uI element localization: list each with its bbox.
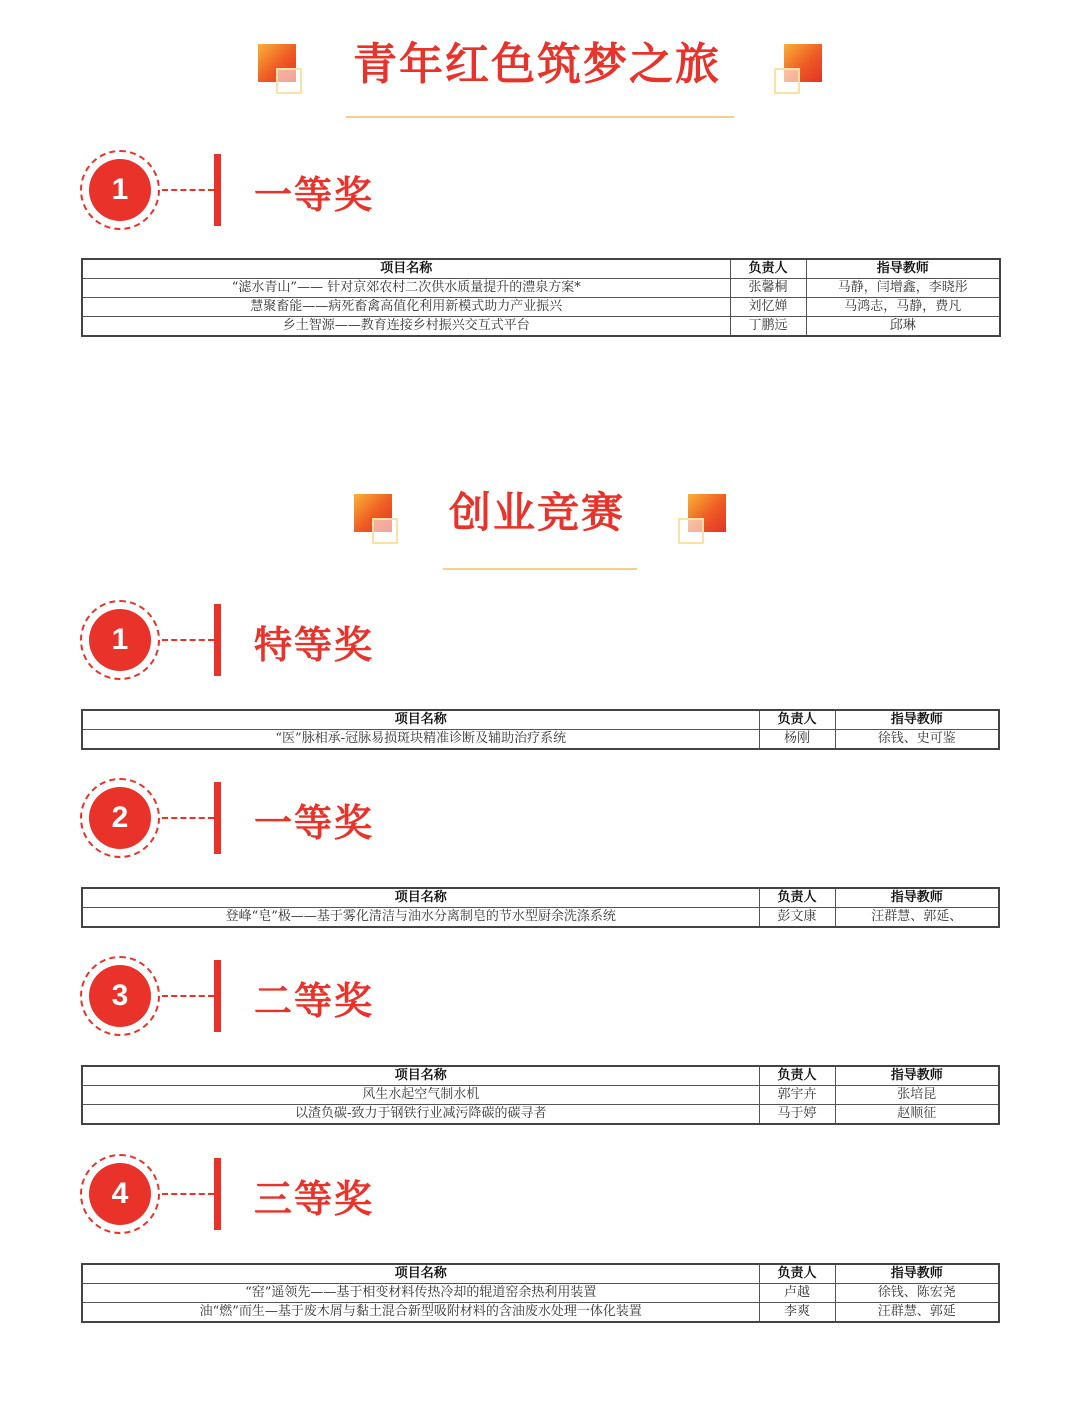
award-bar	[214, 782, 221, 854]
table-header-row	[82, 888, 999, 908]
title-decoration-right-2	[678, 494, 728, 546]
cell-advisor: 邱琳	[806, 317, 1000, 337]
table-row	[82, 317, 1000, 337]
cell-leader: 彭文康	[759, 908, 835, 928]
cell-leader: 丁鹏远	[730, 317, 806, 337]
cell-leader: 卢越	[759, 1284, 835, 1303]
cell-project-name: 油“燃”而生—基于废木屑与黏土混合新型吸附材料的含油废水处理一体化装置	[82, 1303, 759, 1323]
header-project-name: 项目名称	[82, 259, 730, 279]
table-row	[82, 279, 1000, 298]
award-table-s2-2	[81, 887, 1000, 928]
award-label: 三等奖	[254, 1177, 375, 1221]
award-number-badge: 4	[89, 1163, 151, 1225]
cell-leader: 郭宇卉	[759, 1086, 835, 1105]
award-header-s2-3	[80, 956, 480, 1040]
cell-leader: 马于婷	[759, 1105, 835, 1125]
award-number-badge: 1	[89, 609, 151, 671]
table-row	[82, 298, 1000, 317]
award-table-s1-1	[81, 258, 1001, 337]
cell-project-name: 慧聚畜能——病死畜禽高值化利用新模式助力产业振兴	[82, 298, 730, 317]
cell-project-name: 登峰“皂”极——基于雾化清洁与油水分离制皂的节水型厨余洗涤系统	[82, 908, 759, 928]
award-number-badge: 2	[89, 787, 151, 849]
award-number-badge: 3	[89, 965, 151, 1027]
header-advisor: 指导教师	[835, 710, 999, 730]
cell-project-name: “窑”遥领先——基于相变材料传热冷却的辊道窑余热利用装置	[82, 1284, 759, 1303]
cell-advisor: 徐钱、陈宏尧	[835, 1284, 999, 1303]
table-header-row	[82, 1264, 999, 1284]
award-table-s2-3	[81, 1065, 1000, 1125]
award-table-s2-1	[81, 709, 1000, 750]
award-connector	[162, 817, 214, 819]
cell-advisor: 张培昆	[835, 1086, 999, 1105]
award-connector	[162, 995, 214, 997]
section-title-1: 青年红色筑梦之旅	[353, 39, 721, 90]
section-title-2: 创业竞赛	[448, 488, 625, 537]
header-leader: 负责人	[759, 710, 835, 730]
award-table-s2-4	[81, 1263, 1000, 1323]
title-decoration-right-1	[774, 44, 824, 96]
header-project-name: 项目名称	[82, 710, 759, 730]
award-header-s1-1	[80, 150, 480, 234]
cell-leader: 李爽	[759, 1303, 835, 1323]
header-advisor: 指导教师	[806, 259, 1000, 279]
header-project-name: 项目名称	[82, 888, 759, 908]
header-leader: 负责人	[759, 888, 835, 908]
award-number-badge: 1	[89, 159, 151, 221]
award-header-s2-1	[80, 600, 480, 684]
award-bar	[214, 154, 221, 226]
cell-advisor: 汪群慧、郭延、	[835, 908, 999, 928]
cell-leader: 杨刚	[759, 730, 835, 750]
table-row	[82, 1086, 999, 1105]
award-header-s2-4	[80, 1154, 480, 1238]
cell-project-name: 风生水起空气制水机	[82, 1086, 759, 1105]
header-project-name: 项目名称	[82, 1066, 759, 1086]
award-label: 特等奖	[254, 623, 375, 667]
cell-leader: 刘忆婵	[730, 298, 806, 317]
cell-advisor: 马静，闫增鑫，李晓彤	[806, 279, 1000, 298]
cell-project-name: 以渣负碳-致力于钢铁行业减污降碳的碳寻者	[82, 1105, 759, 1125]
header-leader: 负责人	[759, 1264, 835, 1284]
award-header-s2-2	[80, 778, 480, 862]
award-connector	[162, 1193, 214, 1195]
table-header-row	[82, 710, 999, 730]
cell-project-name: “医”脉相承-冠脉易损斑块精准诊断及辅助治疗系统	[82, 730, 759, 750]
cell-advisor: 徐钱、史可鉴	[835, 730, 999, 750]
table-row	[82, 730, 999, 750]
award-label: 一等奖	[254, 173, 375, 217]
cell-advisor: 赵顺征	[835, 1105, 999, 1125]
header-leader: 负责人	[730, 259, 806, 279]
cell-advisor: 汪群慧、郭延	[835, 1303, 999, 1323]
header-advisor: 指导教师	[835, 1066, 999, 1086]
award-connector	[162, 189, 214, 191]
cell-advisor: 马鸿志，马静，费凡	[806, 298, 1000, 317]
award-label: 二等奖	[254, 979, 375, 1023]
header-leader: 负责人	[759, 1066, 835, 1086]
table-row	[82, 1284, 999, 1303]
header-project-name: 项目名称	[82, 1264, 759, 1284]
title-underline-2	[443, 568, 637, 570]
table-row	[82, 1303, 999, 1323]
header-advisor: 指导教师	[835, 1264, 999, 1284]
award-label: 一等奖	[254, 801, 375, 845]
header-advisor: 指导教师	[835, 888, 999, 908]
title-underline-1	[346, 116, 734, 118]
table-row	[82, 908, 999, 928]
award-bar	[214, 604, 221, 676]
table-header-row	[82, 1066, 999, 1086]
cell-project-name: 乡土智源——教育连接乡村振兴交互式平台	[82, 317, 730, 337]
table-row	[82, 1105, 999, 1125]
award-bar	[214, 1158, 221, 1230]
cell-project-name: “滤水青山”—— 针对京郊农村二次供水质量提升的澧泉方案*	[82, 279, 730, 298]
award-connector	[162, 639, 214, 641]
award-bar	[214, 960, 221, 1032]
cell-leader: 张馨桐	[730, 279, 806, 298]
table-header-row	[82, 259, 1000, 279]
